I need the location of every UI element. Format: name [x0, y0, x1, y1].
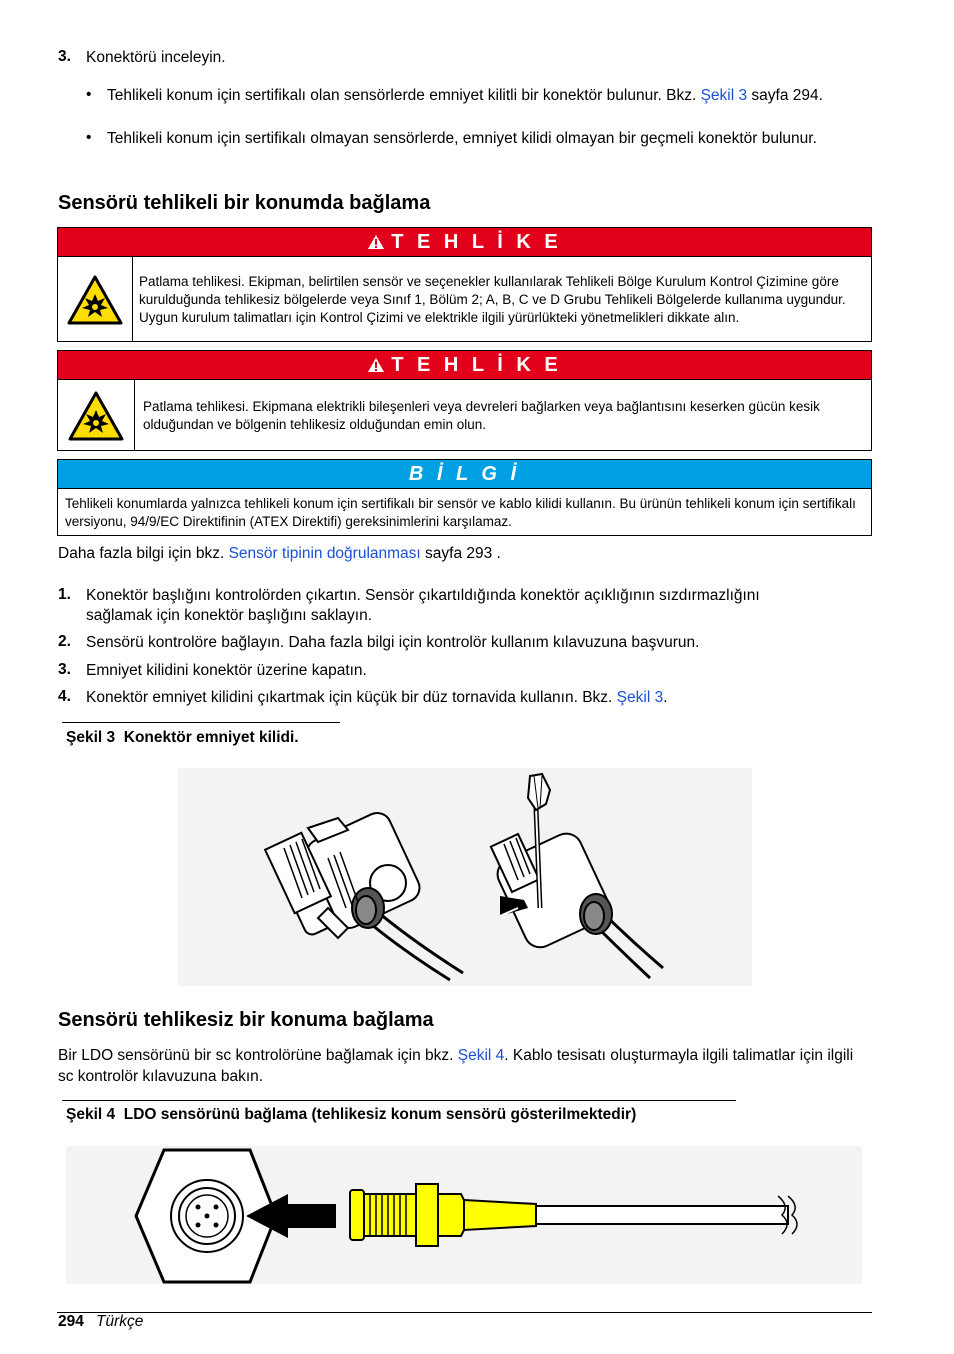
more-info-line — [58, 545, 501, 563]
ldo-sensor-connection-illustration — [66, 1146, 862, 1284]
footer-rule — [57, 1312, 872, 1313]
figure-label: Şekil 3 — [66, 729, 116, 746]
page-number: 294 — [58, 1313, 84, 1330]
figure4-link[interactable]: Şekil 4 — [457, 1047, 505, 1064]
explosion-hazard-icon — [58, 380, 135, 451]
figure-label: Şekil 4 — [66, 1106, 116, 1123]
figure-rule — [62, 1100, 736, 1101]
step-text: Konektörü inceleyin. — [86, 49, 226, 66]
section-heading: Sensörü tehlikeli bir konumda bağlama — [58, 192, 431, 214]
figure-title: Konektör emniyet kilidi. — [123, 729, 299, 746]
danger-header — [58, 351, 871, 380]
danger-header — [58, 228, 871, 257]
step-text-part: . — [663, 689, 668, 706]
info-text: Tehlikeli konumlarda yalnızca tehlikeli konum için sertifikalı bir sensör ve kablo kilidi kullanın. Bu ürünün tehlikeli konum için sertifikalı versiyonu, 94/9/EC Direktifinin (ATEX Direktifi) gereksinimlerini karşılamaz. — [65, 496, 856, 529]
figure3-link[interactable]: Şekil 3 — [700, 87, 748, 104]
paragraph-text: . Kablo tesisatı oluşturmayla ilgili talimatlar için ilgili sc kontrolör kılavuzuna bakın. — [58, 1047, 854, 1085]
info-title: B İ L G İ — [408, 462, 521, 485]
bullet-text-part: Tehlikeli konum için sertifikalı olan sensörlerde emniyet kilitli bir konektör bulunur. Bkz. — [107, 87, 701, 104]
danger-title: T E H L İ K E — [391, 230, 562, 253]
more-info-text: sayfa 293 . — [420, 545, 501, 562]
warning-icon — [367, 234, 385, 250]
paragraph-text: Bir LDO sensörünü bir sc kontrolörüne bağlamak için bkz. — [58, 1047, 458, 1064]
step-text — [86, 688, 872, 708]
warning-icon — [367, 357, 385, 373]
section-paragraph — [58, 1045, 854, 1087]
figure-caption — [66, 729, 299, 747]
sensor-type-link[interactable]: Sensör tipinin doğrulanması — [228, 545, 421, 562]
danger-text: Patlama tehlikesi. Ekipman, belirtilen sensör ve seçenekler kullanılarak Tehlikeli Bölge Kurulum Kontrol Çizimine göre kurulduğunda tehlikesiz bölgelerde veya Sınıf 1, Bölüm 2; A, B, C ve D Grubu Tehlikeli Bölgelerde kullanıma uygundur. Uygun kurulum talimatları için Kontrol Çizimi ve elektrikle ilgili yürürlükteki yönetmelikleri dikkate alın. — [139, 273, 846, 325]
figure-caption — [66, 1106, 636, 1124]
figure-rule — [62, 722, 340, 723]
step-number: 3. — [58, 48, 71, 65]
step-text: Sensörü kontrolöre bağlayın. Daha fazla bilgi için kontrolör kullanım kılavuzuna başvurun. — [86, 634, 700, 651]
bullet-mark: • — [86, 129, 92, 146]
danger-box — [57, 350, 872, 451]
danger-box — [57, 227, 872, 342]
more-info-text: Daha fazla bilgi için bkz. — [58, 545, 229, 562]
figure3-link[interactable]: Şekil 3 — [616, 689, 664, 706]
step-number: 2. — [58, 633, 71, 650]
step-text: Emniyet kilidini konektör üzerine kapatın. — [86, 662, 367, 679]
bullet-text — [107, 86, 874, 106]
connector-safety-lock-illustration — [178, 768, 752, 986]
info-box — [57, 459, 872, 536]
step-number: 3. — [58, 661, 71, 678]
step-text: Konektör başlığını kontrolörden çıkartın. Sensör çıkartıldığında konektör açıklığının sızdırmazlığını sağlamak için konektör başlığını saklayın. — [86, 587, 760, 624]
footer-language: Türkçe — [96, 1313, 144, 1330]
step-text-part: Konektör emniyet kilidini çıkartmak için küçük bir düz tornavida kullanın. Bkz. — [86, 689, 617, 706]
danger-text: Patlama tehlikesi. Ekipmana elektrikli bileşenleri veya devreleri bağlarken veya bağlantısını keserken gücün kesik olduğundan ve bölgenin tehlikesiz olduğundan emin olun. — [143, 398, 820, 432]
bullet-text-part: sayfa 294. — [747, 87, 823, 104]
explosion-hazard-icon — [58, 257, 133, 342]
bullet-mark: • — [86, 86, 92, 103]
step-number: 4. — [58, 688, 71, 705]
step-number: 1. — [58, 586, 71, 603]
section-heading: Sensörü tehlikesiz bir konuma bağlama — [58, 1009, 434, 1031]
bullet-text: Tehlikeli konum için sertifikalı olmayan sensörlerde, emniyet kilidi olmayan bir geçmeli konektör bulunur. — [107, 130, 817, 147]
figure-title: LDO sensörünü bağlama (tehlikesiz konum sensörü gösterilmektedir) — [123, 1106, 637, 1123]
danger-title: T E H L İ K E — [391, 353, 562, 376]
info-header — [58, 460, 871, 489]
